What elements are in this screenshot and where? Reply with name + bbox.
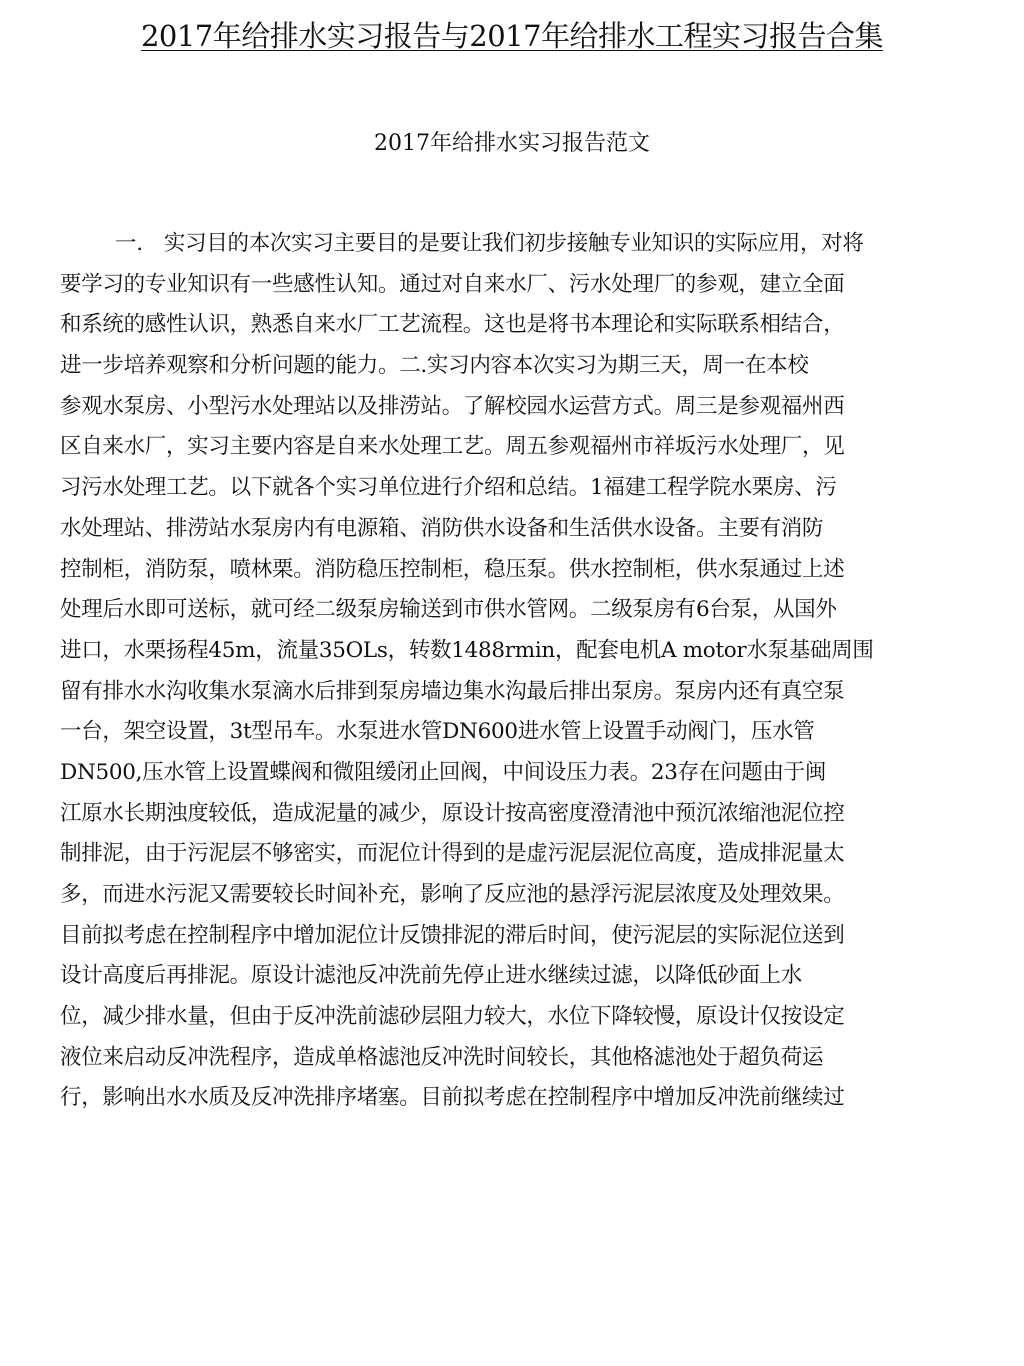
body-line: 行，影响出水水质及反冲洗排序堵塞。目前拟考虑在控制程序中增加反冲洗前继续过 [60,1085,845,1111]
body-line: 液位来启动反冲洗程序，造成单格滤池反冲洗时间较长，其他格滤池处于超负荷运 [60,1044,824,1070]
body-line: 进口，水栗扬程45m，流量35OLs，转数1488rmin，配套电机A motor水泵基础周围 [60,637,874,663]
body-line: 位，减少排水量，但由于反冲洗前滤砂层阻力较大，水位下降较慢，原设计仅按设定 [60,1004,845,1030]
body-line: 和系统的感性认识，熟悉自来水厂工艺流程。这也是将书本理论和实际联系相结合， [60,312,845,338]
body-line: DN500,压水管上设置蝶阀和微阻缓闭止回阀，中间设压力表。23存在问题由于闽 [60,759,827,785]
body-line: 多，而进水污泥又需要较长时间补充，影响了反应池的悬浮污泥层浓度及处理效果。 [60,882,845,907]
body-line: 一. 实习目的本次实习主要目的是要让我们初步接触专业知识的实际应用，对将 [115,231,864,256]
body-line: 参观水泵房、小型污水处理站以及排涝站。了解校园水运营方式。周三是参观福州西 [60,393,845,419]
body-line: 要学习的专业知识有一些感性认知。通过对自来水厂、污水处理厂的参观，建立全面 [60,271,845,297]
body-line: 江原水长期浊度较低，造成泥量的减少，原设计按高密度澄清池中预沉浓缩池泥位控 [60,800,845,826]
body-line: 目前拟考虑在控制程序中增加泥位计反馈排泥的滞后时间，使污泥层的实际泥位送到 [60,922,845,948]
body-line: 设计高度后再排泥。原设计滤池反冲洗前先停止进水继续过滤，以降低砂面上水 [60,963,803,989]
body-line: 控制柜，消防泵，喷林栗。消防稳压控制柜，稳压泵。供水控制柜，供水泵通过上述 [60,556,845,582]
document-title: 2017年给排水实习报告与2017年给排水工程实习报告合集 [140,19,884,53]
body-line: 制排泥，由于污泥层不够密实，而泥位计得到的是虚污泥层泥位高度，造成排泥量太 [60,841,845,867]
body-line: 处理后水即可送标，就可经二级泵房输送到市供水管网。二级泵房有6台泵，从国外 [60,597,837,623]
body-line: 水处理站、排涝站水泵房内有电源箱、消防供水设备和生活供水设备。主要有消防 [60,515,824,541]
body-line: 留有排水水沟收集水泵滴水后排到泵房墙边集水沟最后排出泵房。泵房内还有真空泵 [60,678,845,704]
body-line: 区自来水厂，实习主要内容是自来水处理工艺。周五参观福州市祥坂污水处理厂，见 [60,434,845,460]
document-body [60,224,965,1119]
body-line: 习污水处理工艺。以下就各个实习单位进行介绍和总结。1福建工程学院水栗房、污 [60,475,837,501]
body-line: 一台，架空设置，3t型吊车。水泵进水管DN600进水管上设置手动阀门，压水管 [60,719,815,745]
body-line: 进一步培养观察和分析问题的能力。二.实习内容本次实习为期三天，周一在本校 [60,353,809,379]
document-subtitle: 2017年给排水实习报告范文 [374,131,650,156]
